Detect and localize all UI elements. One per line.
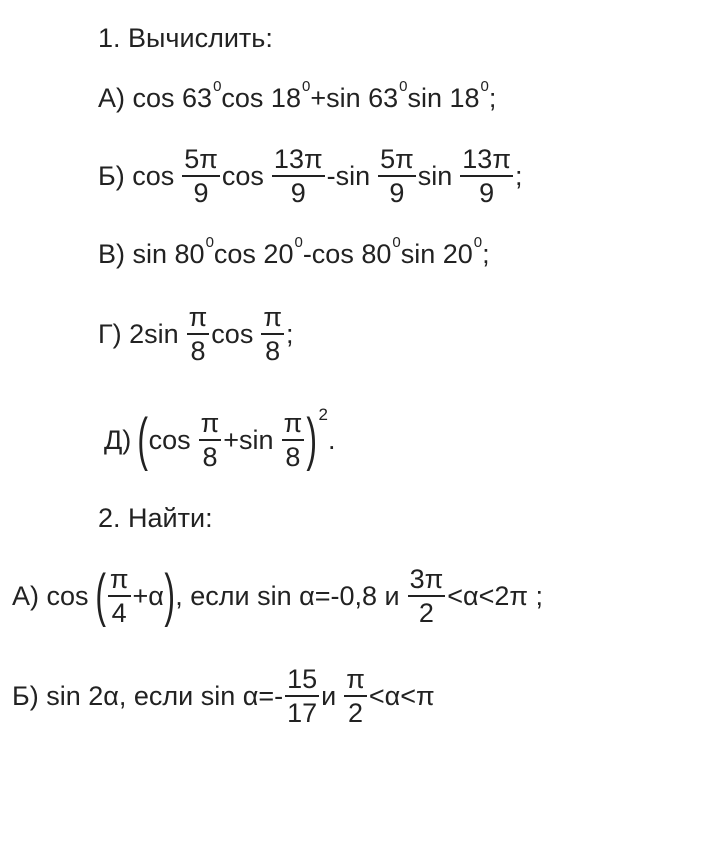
denominator: 2 xyxy=(418,598,434,628)
numerator: π xyxy=(344,665,367,697)
denominator: 8 xyxy=(265,336,281,366)
fraction xyxy=(285,665,319,728)
fraction xyxy=(199,409,222,472)
denominator: 4 xyxy=(111,598,127,628)
numerator: 5π xyxy=(378,145,416,177)
denominator: 9 xyxy=(193,178,209,208)
numerator: 3π xyxy=(408,565,446,597)
task1-item-b: Б) cos $\frac{5\pi}{9}$ cos $\frac{13\pi}{9}$ -sin $\frac{5\pi}{9}$ sin $\frac{13\pi}{9}$ ; xyxy=(98,143,523,208)
left-parenthesis: ( xyxy=(137,407,149,472)
task2-heading: 2. Найти: xyxy=(98,502,213,533)
fraction xyxy=(108,565,131,628)
task1-item-v: В) sin 80 0 cos 20 0 -cos 80 0 sin 20 0 ; xyxy=(98,233,490,269)
denominator: 9 xyxy=(479,178,495,208)
numerator: π xyxy=(261,303,284,335)
task1-item-g: Г) 2sin $\frac{\pi}{8}$ cos $\frac{\pi}{8}$ ; xyxy=(98,301,294,366)
denominator: 17 xyxy=(287,698,318,728)
fraction xyxy=(182,145,220,208)
numerator: π xyxy=(108,565,131,597)
left-parenthesis: ( xyxy=(94,563,106,628)
denominator: 9 xyxy=(290,178,306,208)
numerator: 13π xyxy=(272,145,325,177)
fraction xyxy=(344,665,367,728)
right-parenthesis: ) xyxy=(306,407,318,472)
fraction xyxy=(460,145,513,208)
numerator: 13π xyxy=(460,145,513,177)
denominator: 8 xyxy=(285,442,301,472)
task1-item-a: А) cos 63 0 cos 18 0 +sin 63 0 sin 18 0 ; xyxy=(98,77,497,113)
task1-item-d: Д) ( cos $\frac{\pi}{8}$ +sin $\frac{\pi}{8}$ ) 2 . xyxy=(104,404,336,472)
fraction xyxy=(261,303,284,366)
task2-item-a: А) cos ( $\frac{\pi}{4}$ +α ) , если sin α=-0,8 и $\frac{3\pi}{2}$ <α<2π ; xyxy=(12,563,544,628)
numerator: 15 xyxy=(285,665,319,697)
fraction xyxy=(282,409,305,472)
fraction xyxy=(187,303,210,366)
numerator: π xyxy=(187,303,210,335)
numerator: π xyxy=(199,409,222,441)
denominator: 2 xyxy=(348,698,364,728)
numerator: 5π xyxy=(182,145,220,177)
numerator: π xyxy=(282,409,305,441)
fraction xyxy=(408,565,446,628)
fraction xyxy=(272,145,325,208)
task2-item-b: Б) sin 2α, если sin α=- $\frac{15}{17}$ и $\frac{\pi}{2}$ <α<π xyxy=(12,663,435,728)
fraction xyxy=(378,145,416,208)
denominator: 9 xyxy=(389,178,405,208)
task1-heading: 1. Вычислить: xyxy=(98,22,273,53)
denominator: 8 xyxy=(202,442,218,472)
denominator: 8 xyxy=(190,336,206,366)
right-parenthesis: ) xyxy=(164,563,175,628)
